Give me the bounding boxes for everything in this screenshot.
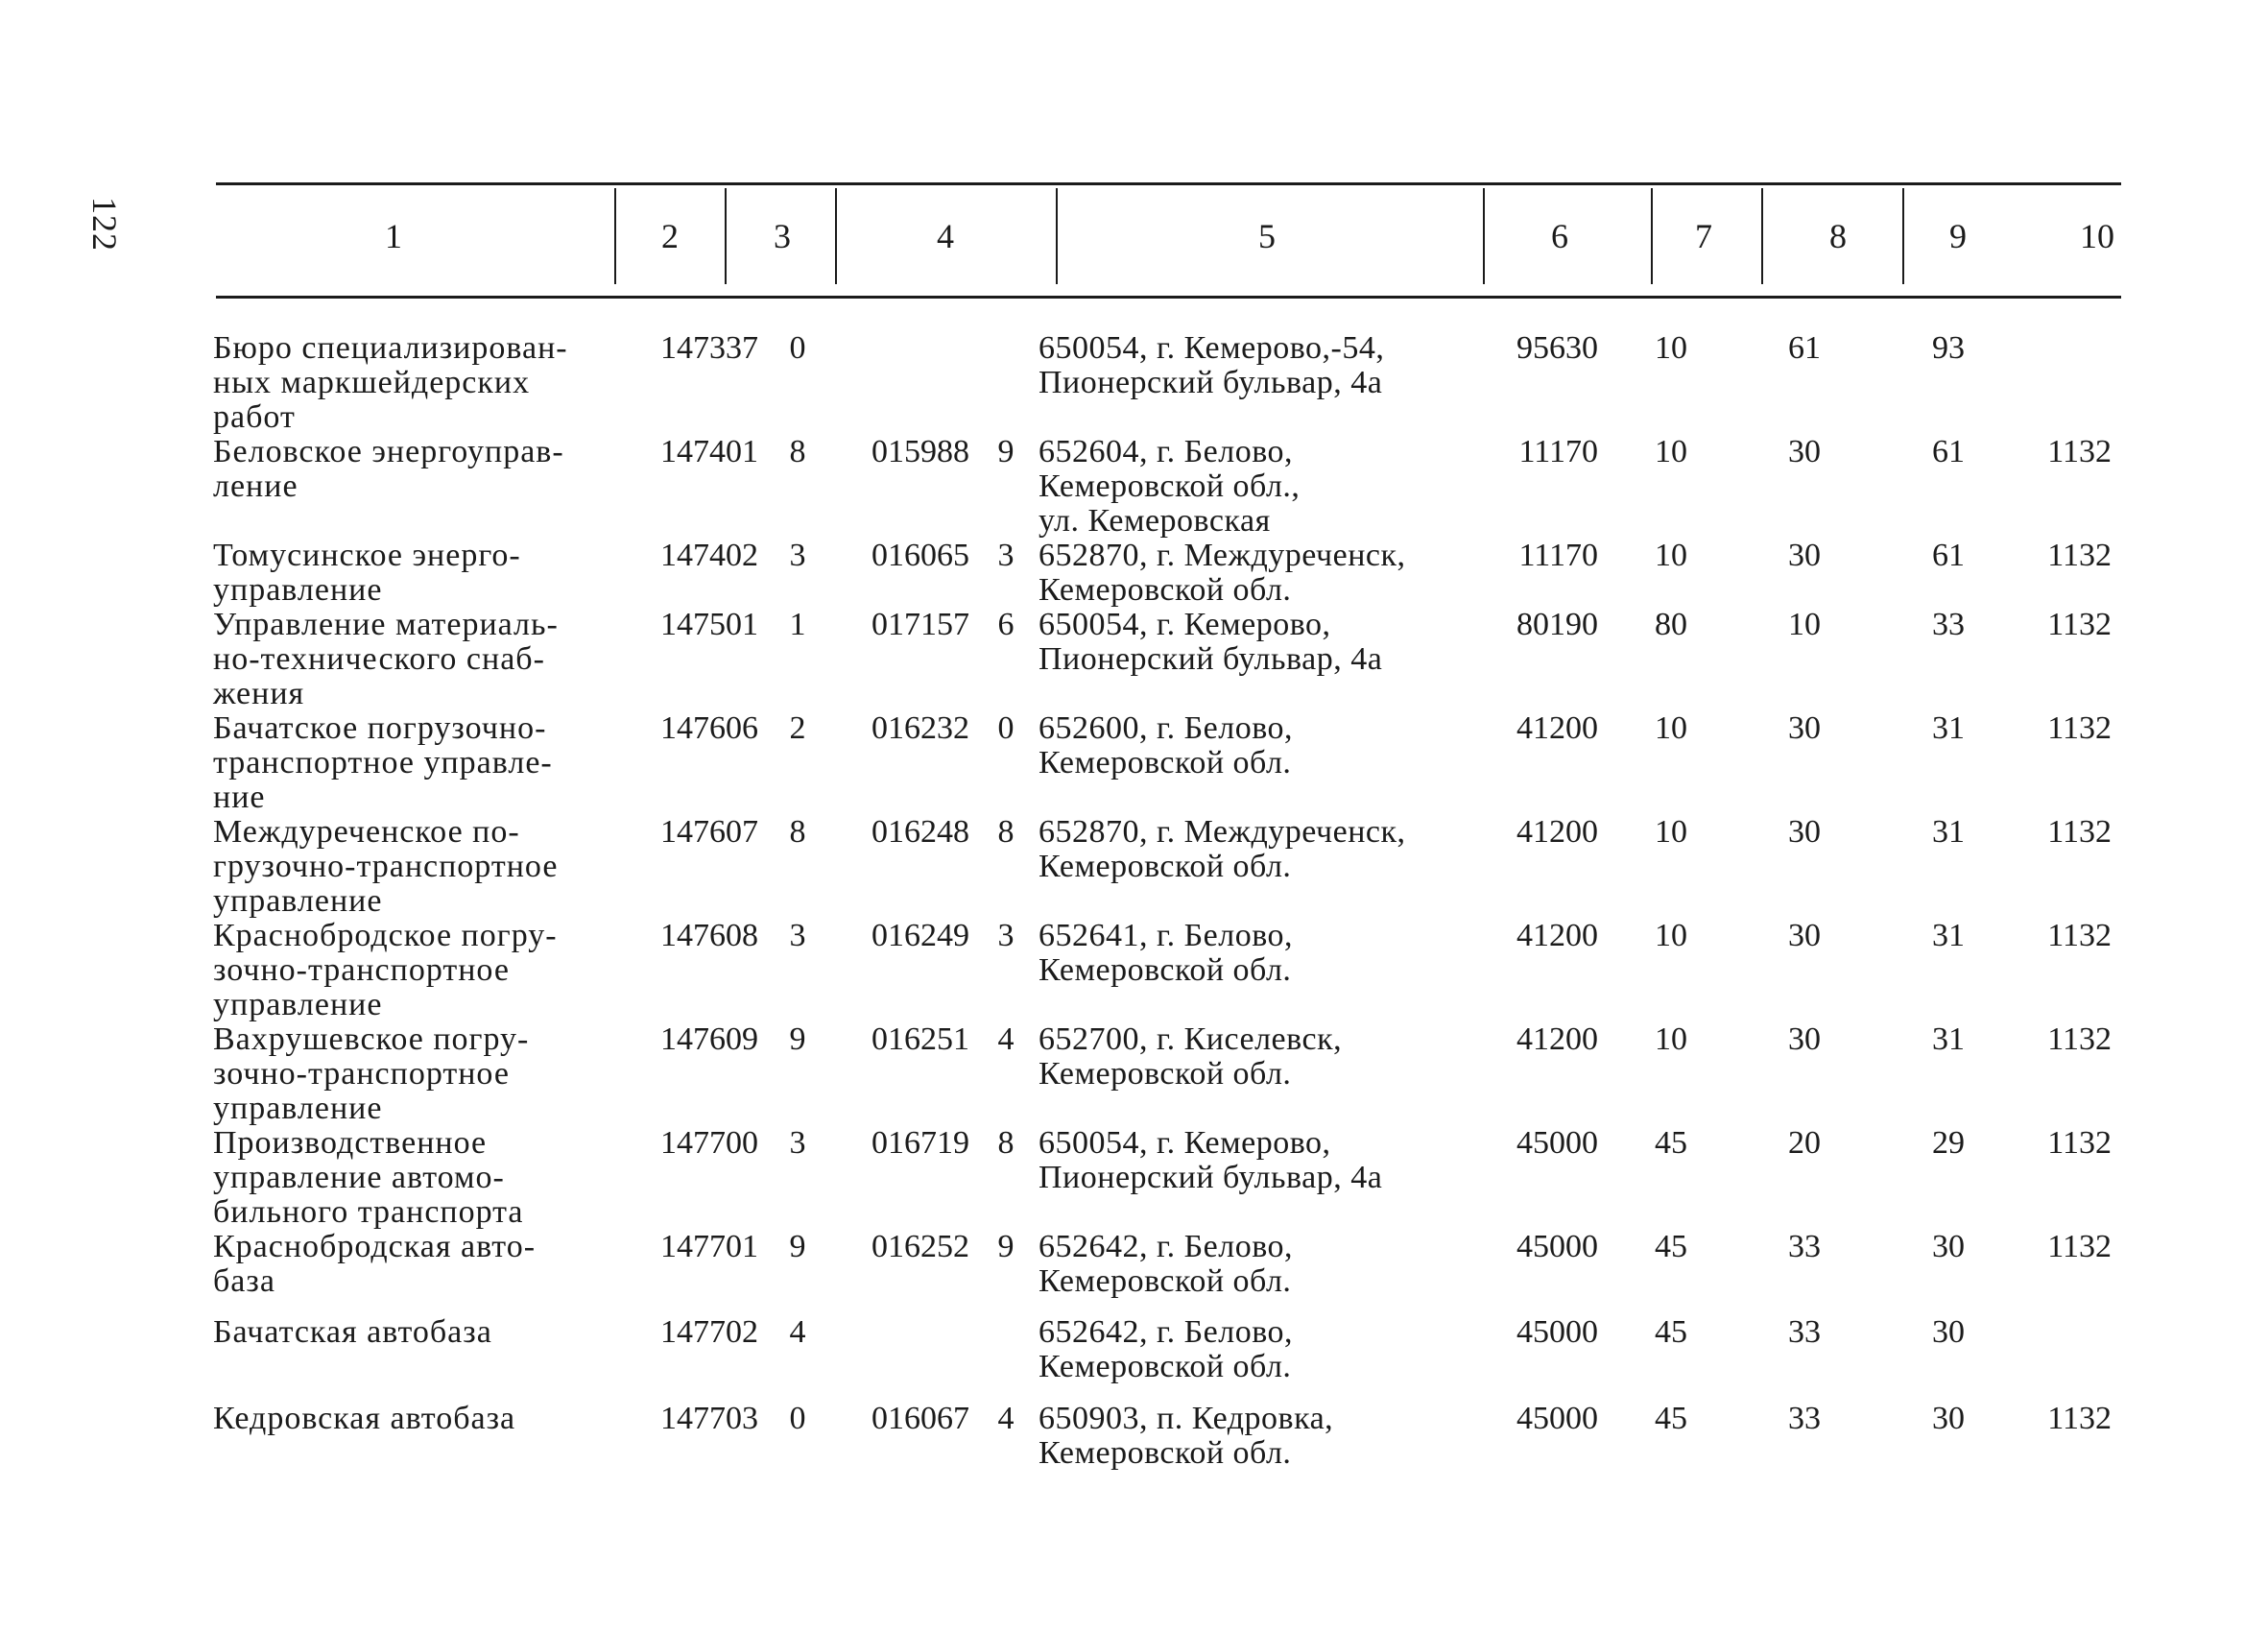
code-col-9: 93	[1932, 330, 1965, 366]
org-name-line: Беловское энергоуправ-	[213, 434, 564, 469]
code-col-4: 017157	[871, 607, 969, 642]
org-name-line: Производственное	[213, 1125, 488, 1161]
org-name-line: грузочно-транспортное	[213, 849, 559, 884]
code-col-4: 016251	[871, 1021, 969, 1057]
org-name	[213, 331, 616, 435]
code-col-6: 45000	[1516, 1314, 1598, 1350]
header-col-6: 6	[1551, 217, 1568, 255]
address	[1039, 435, 1490, 539]
code-col-3: 4	[789, 1314, 806, 1350]
code-col-10: 1132	[2047, 1021, 2112, 1057]
address-line: Кемеровской обл.	[1039, 1349, 1292, 1384]
address	[1039, 1230, 1490, 1299]
code-col-9: 31	[1932, 710, 1965, 746]
header-col-8: 8	[1829, 217, 1847, 255]
code-col-6: 41200	[1516, 814, 1598, 850]
address	[1039, 608, 1490, 677]
address-line: 652700, г. Киселевск,	[1039, 1021, 1343, 1057]
code-col-8: 33	[1788, 1229, 1821, 1264]
code-col-8: 10	[1788, 607, 1821, 642]
code-col-10: 1132	[2047, 1401, 2112, 1436]
address-line: Кемеровской обл.	[1039, 1056, 1292, 1092]
code-col-7: 45	[1655, 1125, 1687, 1161]
org-name-line: жения	[213, 676, 305, 711]
code-col-4: 016248	[871, 814, 969, 850]
code-col-8: 33	[1788, 1314, 1821, 1350]
code-col-2: 147402	[660, 538, 758, 573]
code-col-3: 2	[789, 710, 806, 746]
code-col-6: 45000	[1516, 1401, 1598, 1436]
code-col-10: 1132	[2047, 434, 2112, 469]
code-col-7: 10	[1655, 1021, 1687, 1057]
code-col-4-check: 4	[997, 1021, 1015, 1057]
code-col-8: 30	[1788, 1021, 1821, 1057]
address-line: 652600, г. Белово,	[1039, 710, 1294, 746]
code-col-3: 0	[789, 1401, 806, 1436]
header-col-3: 3	[774, 217, 791, 255]
code-col-3: 0	[789, 330, 806, 366]
org-name-line: Управление материаль-	[213, 607, 559, 642]
address-line: 650054, г. Кемерово,-54,	[1039, 330, 1385, 366]
code-col-7: 10	[1655, 814, 1687, 850]
code-col-10: 1132	[2047, 1125, 2112, 1161]
code-col-4: 016252	[871, 1229, 969, 1264]
code-col-4-check: 4	[997, 1401, 1015, 1436]
org-name-line: Вахрушевское погру-	[213, 1021, 530, 1057]
address-line: Пионерский бульвар, 4а	[1039, 365, 1383, 400]
code-col-4: 016067	[871, 1401, 969, 1436]
code-col-8: 30	[1788, 434, 1821, 469]
code-col-4: 016065	[871, 538, 969, 573]
code-col-3: 3	[789, 538, 806, 573]
code-col-2: 147700	[660, 1125, 758, 1161]
code-col-6: 95630	[1516, 330, 1598, 366]
code-col-9: 61	[1932, 538, 1965, 573]
org-name-line: но-технического снаб-	[213, 641, 545, 677]
code-col-9: 31	[1932, 918, 1965, 953]
code-col-9: 33	[1932, 607, 1965, 642]
org-name-line: база	[213, 1263, 275, 1299]
code-col-7: 10	[1655, 434, 1687, 469]
code-col-6: 80190	[1516, 607, 1598, 642]
org-name-line: ных маркшейдерских	[213, 365, 531, 400]
code-col-4-check: 3	[997, 918, 1015, 953]
column-separator	[1651, 188, 1653, 284]
code-col-10: 1132	[2047, 710, 2112, 746]
code-col-10: 1132	[2047, 538, 2112, 573]
org-name-line: управление	[213, 572, 383, 608]
address	[1039, 1022, 1490, 1092]
address	[1039, 815, 1490, 884]
header-col-5: 5	[1258, 217, 1276, 255]
code-col-3: 8	[789, 814, 806, 850]
org-name-line: транспортное управле-	[213, 745, 553, 780]
org-name	[213, 1315, 616, 1350]
header-bottom-rule	[216, 296, 2121, 299]
org-name-line: управление	[213, 987, 383, 1022]
code-col-4: 015988	[871, 434, 969, 469]
address-line: 652870, г. Междуреченск,	[1039, 814, 1406, 850]
org-name	[213, 1230, 616, 1299]
org-name-line: управление	[213, 1091, 383, 1126]
code-col-8: 33	[1788, 1401, 1821, 1436]
code-col-3: 9	[789, 1229, 806, 1264]
address-line: Кемеровской обл.	[1039, 572, 1292, 608]
org-name-line: Бюро специализирован-	[213, 330, 568, 366]
org-name-line: работ	[213, 399, 296, 435]
page-number: 122	[85, 197, 124, 252]
org-name-line: Междуреченское по-	[213, 814, 520, 850]
code-col-3: 8	[789, 434, 806, 469]
code-col-7: 10	[1655, 918, 1687, 953]
code-col-6: 11170	[1518, 434, 1598, 469]
org-name-line: управление автомо-	[213, 1160, 505, 1195]
code-col-8: 61	[1788, 330, 1821, 366]
code-col-2: 147337	[660, 330, 758, 366]
address-line: 652870, г. Междуреченск,	[1039, 538, 1406, 573]
header-col-2: 2	[661, 217, 679, 255]
code-col-7: 10	[1655, 538, 1687, 573]
address-line: 650054, г. Кемерово,	[1039, 607, 1331, 642]
code-col-7: 45	[1655, 1314, 1687, 1350]
code-col-4: 016249	[871, 918, 969, 953]
code-col-4-check: 9	[997, 1229, 1015, 1264]
org-name-line: управление	[213, 883, 383, 919]
code-col-3: 1	[789, 607, 806, 642]
code-col-6: 11170	[1518, 538, 1598, 573]
code-col-10: 1132	[2047, 814, 2112, 850]
org-name-line: зочно-транспортное	[213, 1056, 510, 1092]
code-col-6: 41200	[1516, 710, 1598, 746]
code-col-6: 45000	[1516, 1125, 1598, 1161]
org-name-line: Кедровская автобаза	[213, 1401, 516, 1436]
org-name	[213, 815, 616, 919]
org-name-line: Краснобродское погру-	[213, 918, 558, 953]
org-name-line: Бачатская автобаза	[213, 1314, 492, 1350]
code-col-6: 41200	[1516, 1021, 1598, 1057]
address-line: 652642, г. Белово,	[1039, 1314, 1294, 1350]
code-col-9: 30	[1932, 1401, 1965, 1436]
code-col-10: 1132	[2047, 1229, 2112, 1264]
code-col-7: 10	[1655, 710, 1687, 746]
column-separator	[725, 188, 727, 284]
code-col-9: 30	[1932, 1229, 1965, 1264]
address	[1039, 539, 1490, 608]
code-col-4-check: 9	[997, 434, 1015, 469]
address-line: Кемеровской обл.	[1039, 745, 1292, 780]
code-col-2: 147606	[660, 710, 758, 746]
address-line: 652642, г. Белово,	[1039, 1229, 1294, 1264]
address-line: Кемеровской обл.	[1039, 849, 1292, 884]
code-col-8: 20	[1788, 1125, 1821, 1161]
address-line: 652604, г. Белово,	[1039, 434, 1294, 469]
header-col-1: 1	[385, 217, 402, 255]
header-col-7: 7	[1695, 217, 1712, 255]
column-separator	[1902, 188, 1904, 284]
address	[1039, 331, 1490, 400]
code-col-2: 147609	[660, 1021, 758, 1057]
code-col-8: 30	[1788, 918, 1821, 953]
org-name	[213, 1126, 616, 1230]
code-col-4-check: 6	[997, 607, 1015, 642]
address-line: 652641, г. Белово,	[1039, 918, 1294, 953]
column-separator	[835, 188, 837, 284]
header-col-9: 9	[1949, 217, 1967, 255]
code-col-8: 30	[1788, 710, 1821, 746]
code-col-2: 147607	[660, 814, 758, 850]
org-name	[213, 711, 616, 815]
address-line: ул. Кемеровская	[1039, 503, 1271, 539]
code-col-10: 1132	[2047, 918, 2112, 953]
code-col-3: 3	[789, 918, 806, 953]
code-col-7: 45	[1655, 1229, 1687, 1264]
code-col-9: 29	[1932, 1125, 1965, 1161]
column-separator	[1483, 188, 1485, 284]
header-top-rule	[216, 182, 2121, 185]
address-line: Кемеровской обл.	[1039, 952, 1292, 988]
address-line: Кемеровской обл.	[1039, 1435, 1292, 1471]
address	[1039, 1402, 1490, 1471]
code-col-4: 016232	[871, 710, 969, 746]
column-separator	[1056, 188, 1058, 284]
org-name-line: Томусинское энерго-	[213, 538, 521, 573]
code-col-7: 80	[1655, 607, 1687, 642]
code-col-3: 3	[789, 1125, 806, 1161]
code-col-7: 45	[1655, 1401, 1687, 1436]
code-col-9: 61	[1932, 434, 1965, 469]
code-col-2: 147608	[660, 918, 758, 953]
org-name-line: Краснобродская авто-	[213, 1229, 537, 1264]
code-col-2: 147703	[660, 1401, 758, 1436]
address-line: Пионерский бульвар, 4а	[1039, 1160, 1383, 1195]
org-name	[213, 608, 616, 711]
code-col-10: 1132	[2047, 607, 2112, 642]
column-separator	[1761, 188, 1763, 284]
org-name	[213, 1022, 616, 1126]
org-name	[213, 919, 616, 1022]
org-name-line: Бачатское погрузочно-	[213, 710, 547, 746]
code-col-9: 30	[1932, 1314, 1965, 1350]
address	[1039, 711, 1490, 780]
address-line: 650903, п. Кедровка,	[1039, 1401, 1334, 1436]
code-col-2: 147501	[660, 607, 758, 642]
address	[1039, 919, 1490, 988]
org-name-line: ние	[213, 780, 266, 815]
code-col-2: 147701	[660, 1229, 758, 1264]
org-name-line: зочно-транспортное	[213, 952, 510, 988]
code-col-4: 016719	[871, 1125, 969, 1161]
address-line: Пионерский бульвар, 4а	[1039, 641, 1383, 677]
org-name	[213, 539, 616, 608]
code-col-6: 45000	[1516, 1229, 1598, 1264]
org-name-line: бильного транспорта	[213, 1194, 524, 1230]
address-line: 650054, г. Кемерово,	[1039, 1125, 1331, 1161]
address-line: Кемеровской обл.	[1039, 1263, 1292, 1299]
header-col-4: 4	[937, 217, 954, 255]
code-col-6: 41200	[1516, 918, 1598, 953]
code-col-2: 147401	[660, 434, 758, 469]
column-separator	[614, 188, 616, 284]
code-col-2: 147702	[660, 1314, 758, 1350]
code-col-4-check: 0	[997, 710, 1015, 746]
code-col-7: 10	[1655, 330, 1687, 366]
org-name-line: ление	[213, 468, 298, 504]
code-col-8: 30	[1788, 814, 1821, 850]
org-name	[213, 435, 616, 504]
code-col-4-check: 8	[997, 814, 1015, 850]
code-col-9: 31	[1932, 1021, 1965, 1057]
code-col-9: 31	[1932, 814, 1965, 850]
address	[1039, 1126, 1490, 1195]
address-line: Кемеровской обл.,	[1039, 468, 1301, 504]
code-col-4-check: 3	[997, 538, 1015, 573]
code-col-3: 9	[789, 1021, 806, 1057]
header-col-10: 10	[2080, 217, 2114, 255]
code-col-4-check: 8	[997, 1125, 1015, 1161]
org-name	[213, 1402, 616, 1436]
code-col-8: 30	[1788, 538, 1821, 573]
address	[1039, 1315, 1490, 1384]
